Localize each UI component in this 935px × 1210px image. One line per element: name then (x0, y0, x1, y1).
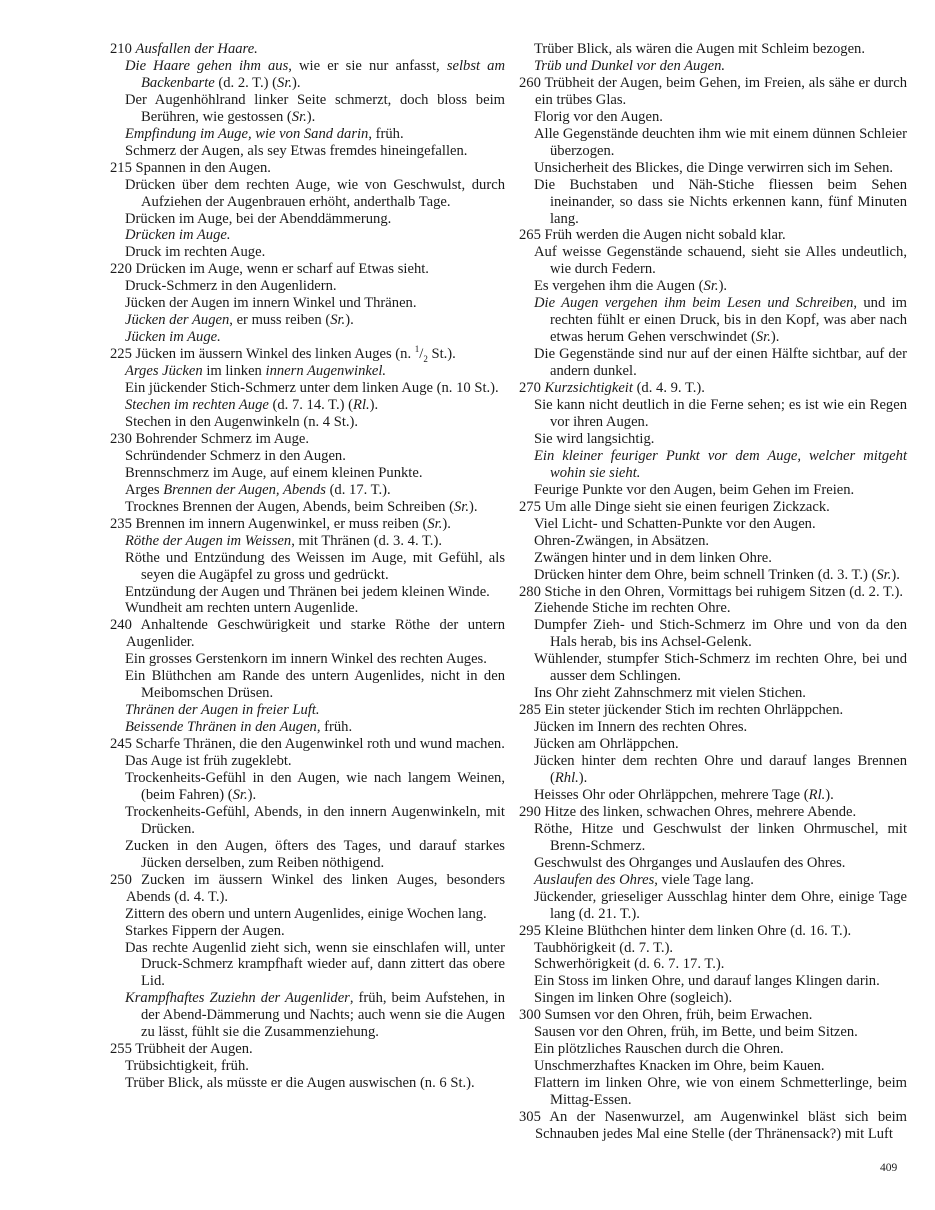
right-column (519, 41, 907, 1143)
symptom-entry: Arges Brennen der Augen, Abends (d. 17. T.). (125, 481, 391, 498)
symptom-entry: Dumpfer Zieh- und Stich-Schmerz im Ohre und von da den Hals herab, bis ins Achsel-Gelenk. (534, 617, 907, 651)
symptom-entry: Druck im rechten Auge. (125, 244, 266, 261)
symptom-entry: Das Auge ist früh zugeklebt. (125, 753, 292, 770)
symptom-entry: Trüb und Dunkel vor den Augen. (534, 57, 726, 74)
symptom-entry: Alle Gegenstände deuchten ihm wie mit einem dünnen Schleier überzogen. (534, 125, 907, 159)
symptom-entry: Stechen im rechten Auge (d. 7. 14. T.) (Rl.). (125, 397, 379, 414)
symptom-entry: Unschmerzhaftes Knacken im Ohre, beim Kauen. (534, 1058, 825, 1075)
symptom-entry: Ein kleiner feuriger Punkt vor dem Auge, welcher mitgeht wohin sie sieht. (534, 447, 907, 481)
symptom-entry: Ein grosses Gerstenkorn im innern Winkel des rechten Auges. (125, 651, 487, 668)
numbered-symptom-entry: 290 Hitze des linken, schwachen Ohres, mehrere Abende. (519, 803, 857, 820)
symptom-entry: Röthe und Entzündung des Weissen im Auge, mit Gefühl, als seyen die Augäpfel zu gross und gedrückt. (125, 549, 505, 583)
symptom-entry: Stechen in den Augenwinkeln (n. 4 St.). (125, 413, 359, 430)
symptom-entry: Arges Jücken im linken innern Augenwinkel. (125, 363, 387, 380)
symptom-entry: Thränen der Augen in freier Luft. (125, 702, 320, 719)
symptom-entry: Ohren-Zwängen, in Absätzen. (534, 532, 710, 549)
symptom-entry: Flattern im linken Ohre, wie von einem Schmetterlinge, beim Mittag-Essen. (534, 1075, 907, 1109)
numbered-symptom-entry: 260 Trübheit der Augen, beim Gehen, im Freien, als sähe er durch ein trübes Glas. (519, 74, 907, 108)
numbered-symptom-entry: 255 Trübheit der Augen. (110, 1041, 253, 1058)
symptom-entry: Singen im linken Ohre (sogleich). (534, 990, 733, 1007)
symptom-entry: Beissende Thränen in den Augen, früh. (125, 719, 353, 736)
symptom-entry: Sie kann nicht deutlich in die Ferne sehen; es ist wie ein Regen vor ihren Augen. (534, 397, 907, 430)
symptom-entry: Feurige Punkte vor den Augen, beim Gehen im Freien. (534, 481, 855, 498)
symptom-entry: Jücken am Ohrläppchen. (534, 736, 679, 753)
numbered-symptom-entry: 230 Bohrender Schmerz im Auge. (110, 430, 309, 447)
symptom-entry: Auslaufen des Ohres, viele Tage lang. (534, 871, 754, 888)
numbered-symptom-entry: 220 Drücken im Auge, wenn er scharf auf Etwas sieht. (110, 261, 429, 278)
symptom-entry: Sie wird langsichtig. (534, 430, 655, 447)
symptom-entry: Wühlender, stumpfer Stich-Schmerz im rechten Ohre, bei und ausser dem Schlingen. (534, 651, 907, 685)
symptom-entry: Drücken im Auge. (125, 227, 231, 244)
numbered-symptom-entry: 250 Zucken im äussern Winkel des linken Auges, besonders Abends (d. 4. T.). (110, 871, 505, 905)
symptom-entry: Ein jückender Stich-Schmerz unter dem linken Auge (n. 10 St.). (125, 380, 499, 397)
symptom-entry: Viel Licht- und Schatten-Punkte vor den Augen. (534, 515, 816, 532)
numbered-symptom-entry: 280 Stiche in den Ohren, Vormittags bei ruhigem Sitzen (d. 2. T.). (519, 583, 903, 600)
numbered-symptom-entry: 265 Früh werden die Augen nicht sobald klar. (519, 227, 786, 244)
symptom-entry: Ein Blüthchen am Rande des untern Augenlides, nicht in den Meibomschen Drüsen. (125, 668, 505, 702)
symptom-entry: Trüber Blick, als müsste er die Augen auswischen (n. 6 St.). (125, 1075, 475, 1092)
numbered-symptom-entry: 235 Brennen im innern Augenwinkel, er muss reiben (Sr.). (110, 515, 451, 532)
numbered-symptom-entry: 295 Kleine Blüthchen hinter dem linken Ohre (d. 16. T.). (519, 922, 852, 939)
numbered-symptom-entry: 210 Ausfallen der Haare. (110, 41, 258, 57)
symptom-entry: Taubhörigkeit (d. 7. T.). (534, 939, 674, 956)
symptom-entry: Trübsichtigkeit, früh. (125, 1058, 249, 1075)
numbered-symptom-entry: 245 Scharfe Thränen, die den Augenwinkel roth und wund machen. (110, 736, 505, 753)
numbered-symptom-entry: 215 Spannen in den Augen. (110, 159, 271, 176)
symptom-entry: Zucken in den Augen, öfters des Tages, und darauf starkes Jücken derselben, zum Reiben nöthigend. (125, 837, 505, 871)
symptom-entry: Drücken im Auge, bei der Abenddämmerung. (125, 210, 392, 227)
symptom-entry: Unsicherheit des Blickes, die Dinge verwirren sich im Sehen. (534, 159, 894, 176)
numbered-symptom-entry: 305 An der Nasenwurzel, am Augenwinkel bläst sich beim Schnauben jedes Mal eine Stelle (der Thränensack?) mit Luft (519, 1109, 907, 1142)
symptom-entry: Die Gegenstände sind nur auf der einen Hälfte sichtbar, auf der andern dunkel. (534, 346, 907, 380)
symptom-entry: Ein Stoss im linken Ohre, und darauf langes Klingen darin. (534, 973, 880, 990)
numbered-symptom-entry: 240 Anhaltende Geschwürigkeit und starke Röthe der untern Augenlider. (110, 617, 505, 651)
symptom-entry: Jücken im Innern des rechten Ohres. (534, 719, 748, 736)
symptom-entry: Trockenheits-Gefühl, Abends, in den innern Augenwinkeln, mit Drücken. (125, 803, 505, 837)
symptom-entry: Entzündung der Augen und Thränen bei jedem kleinen Winde. (125, 583, 490, 600)
symptom-entry: Es vergehen ihm die Augen (Sr.). (534, 278, 728, 295)
symptom-entry: Sausen vor den Ohren, früh, im Bette, und beim Sitzen. (534, 1024, 858, 1041)
numbered-symptom-entry: 300 Sumsen vor den Ohren, früh, beim Erwachen. (519, 1007, 813, 1024)
page-number: 409 (880, 1162, 898, 1174)
symptom-entry: Starkes Fippern der Augen. (125, 922, 285, 939)
symptom-entry: Ins Ohr zieht Zahnschmerz mit vielen Stichen. (534, 685, 806, 702)
symptom-entry: Trocknes Brennen der Augen, Abends, beim Schreiben (Sr.). (125, 498, 478, 515)
symptom-entry: Der Augenhöhlrand linker Seite schmerzt, doch bloss beim Berühren, wie gestossen (Sr.). (125, 91, 505, 125)
numbered-symptom-entry: 275 Um alle Dinge sieht sie einen feurigen Zickzack. (519, 498, 830, 515)
symptom-entry: Röthe, Hitze und Geschwulst der linken Ohrmuschel, mit Brenn-Schmerz. (534, 820, 907, 854)
symptom-entry: Geschwulst des Ohrganges und Auslaufen des Ohres. (534, 854, 846, 871)
symptom-entry: Wundheit am rechten untern Augenlide. (125, 600, 359, 617)
numbered-symptom-entry: 225 Jücken im äussern Winkel des linken Auges (n. $^1/_2$ St.). (110, 344, 456, 365)
symptom-entry: Drücken hinter dem Ohre, beim schnell Trinken (d. 3. T.) (Sr.). (534, 566, 900, 583)
symptom-entry: Auf weisse Gegenstände schauend, sieht sie Alles undeutlich, wie durch Federn. (534, 244, 907, 278)
symptom-entry: Die Augen vergehen ihm beim Lesen und Schreiben, und im rechten fühlt er einen Druck, bis in den Kopf, was aber nach etwas herum Gehen verschwindet (Sr.). (534, 295, 908, 346)
symptom-entry: Zwängen hinter und in dem linken Ohre. (534, 549, 772, 566)
symptom-entry: Schwerhörigkeit (d. 6. 7. 17. T.). (534, 956, 725, 973)
symptom-entry: Das rechte Augenlid zieht sich, wenn sie einschlafen will, unter Druck-Schmerz krampfhaft wieder auf, dann zittert das obere Lid. (125, 939, 505, 990)
symptom-entry: Jücken der Augen, er muss reiben (Sr.). (125, 312, 354, 329)
symptom-entry: Röthe der Augen im Weissen, mit Thränen (d. 3. 4. T.). (125, 532, 442, 549)
symptom-entry: Heisses Ohr oder Ohrläppchen, mehrere Tage (Rl.). (534, 786, 834, 803)
symptom-entry: Druck-Schmerz in den Augenlidern. (125, 278, 337, 295)
symptom-entry: Trockenheits-Gefühl in den Augen, wie nach langem Weinen, (beim Fahren) (Sr.). (125, 769, 505, 803)
symptom-entry: Ein plötzliches Rauschen durch die Ohren. (534, 1041, 784, 1058)
symptom-entry: Jücken der Augen im innern Winkel und Thränen. (125, 295, 417, 312)
symptom-entry: Florig vor den Augen. (534, 108, 663, 125)
symptom-entry: Die Haare gehen ihm aus, wie er sie nur anfasst, selbst am Backenbarte (d. 2. T.) (Sr.). (125, 57, 505, 91)
symptom-entry: Zittern des obern und untern Augenlides, einige Wochen lang. (125, 905, 487, 922)
symptom-entry: Trüber Blick, als wären die Augen mit Schleim bezogen. (534, 41, 865, 57)
numbered-symptom-entry: 285 Ein steter jückender Stich im rechten Ohrläppchen. (519, 702, 844, 719)
symptom-entry: Schmerz der Augen, als sey Etwas fremdes hineingefallen. (125, 142, 468, 159)
symptom-entry: Drücken über dem rechten Auge, wie von Geschwulst, durch Aufziehen der Augenbrauen erhöht, anderthalb Tage. (125, 176, 505, 210)
symptom-entry: Jücken im Auge. (125, 329, 221, 346)
symptom-entry: Ziehende Stiche im rechten Ohre. (534, 600, 731, 617)
symptom-entry: Empfindung im Auge, wie von Sand darin, früh. (125, 125, 404, 142)
numbered-symptom-entry: 270 Kurzsichtigkeit (d. 4. 9. T.). (519, 380, 705, 397)
symptom-entry: Krampfhaftes Zuziehn der Augenlider, früh, beim Aufstehen, in der Abend-Dämmerung und Nachts; auch wenn sie die Augen zu lässt, fühlt sie die Zusammenziehung. (125, 990, 505, 1041)
symptom-entry: Jücken hinter dem rechten Ohre und darauf langes Brennen (Rhl.). (534, 753, 907, 786)
left-column (110, 41, 505, 1092)
symptom-entry: Schründender Schmerz in den Augen. (125, 447, 346, 464)
symptom-entry: Jückender, grieseliger Ausschlag hinter dem Ohre, einige Tage lang (d. 21. T.). (534, 888, 907, 922)
symptom-entry: Brennschmerz im Auge, auf einem kleinen Punkte. (125, 464, 423, 481)
symptom-entry: Die Buchstaben und Näh-Stiche fliessen beim Sehen ineinander, so dass sie Nichts erkennen kann, fünf Minuten lang. (534, 176, 907, 227)
